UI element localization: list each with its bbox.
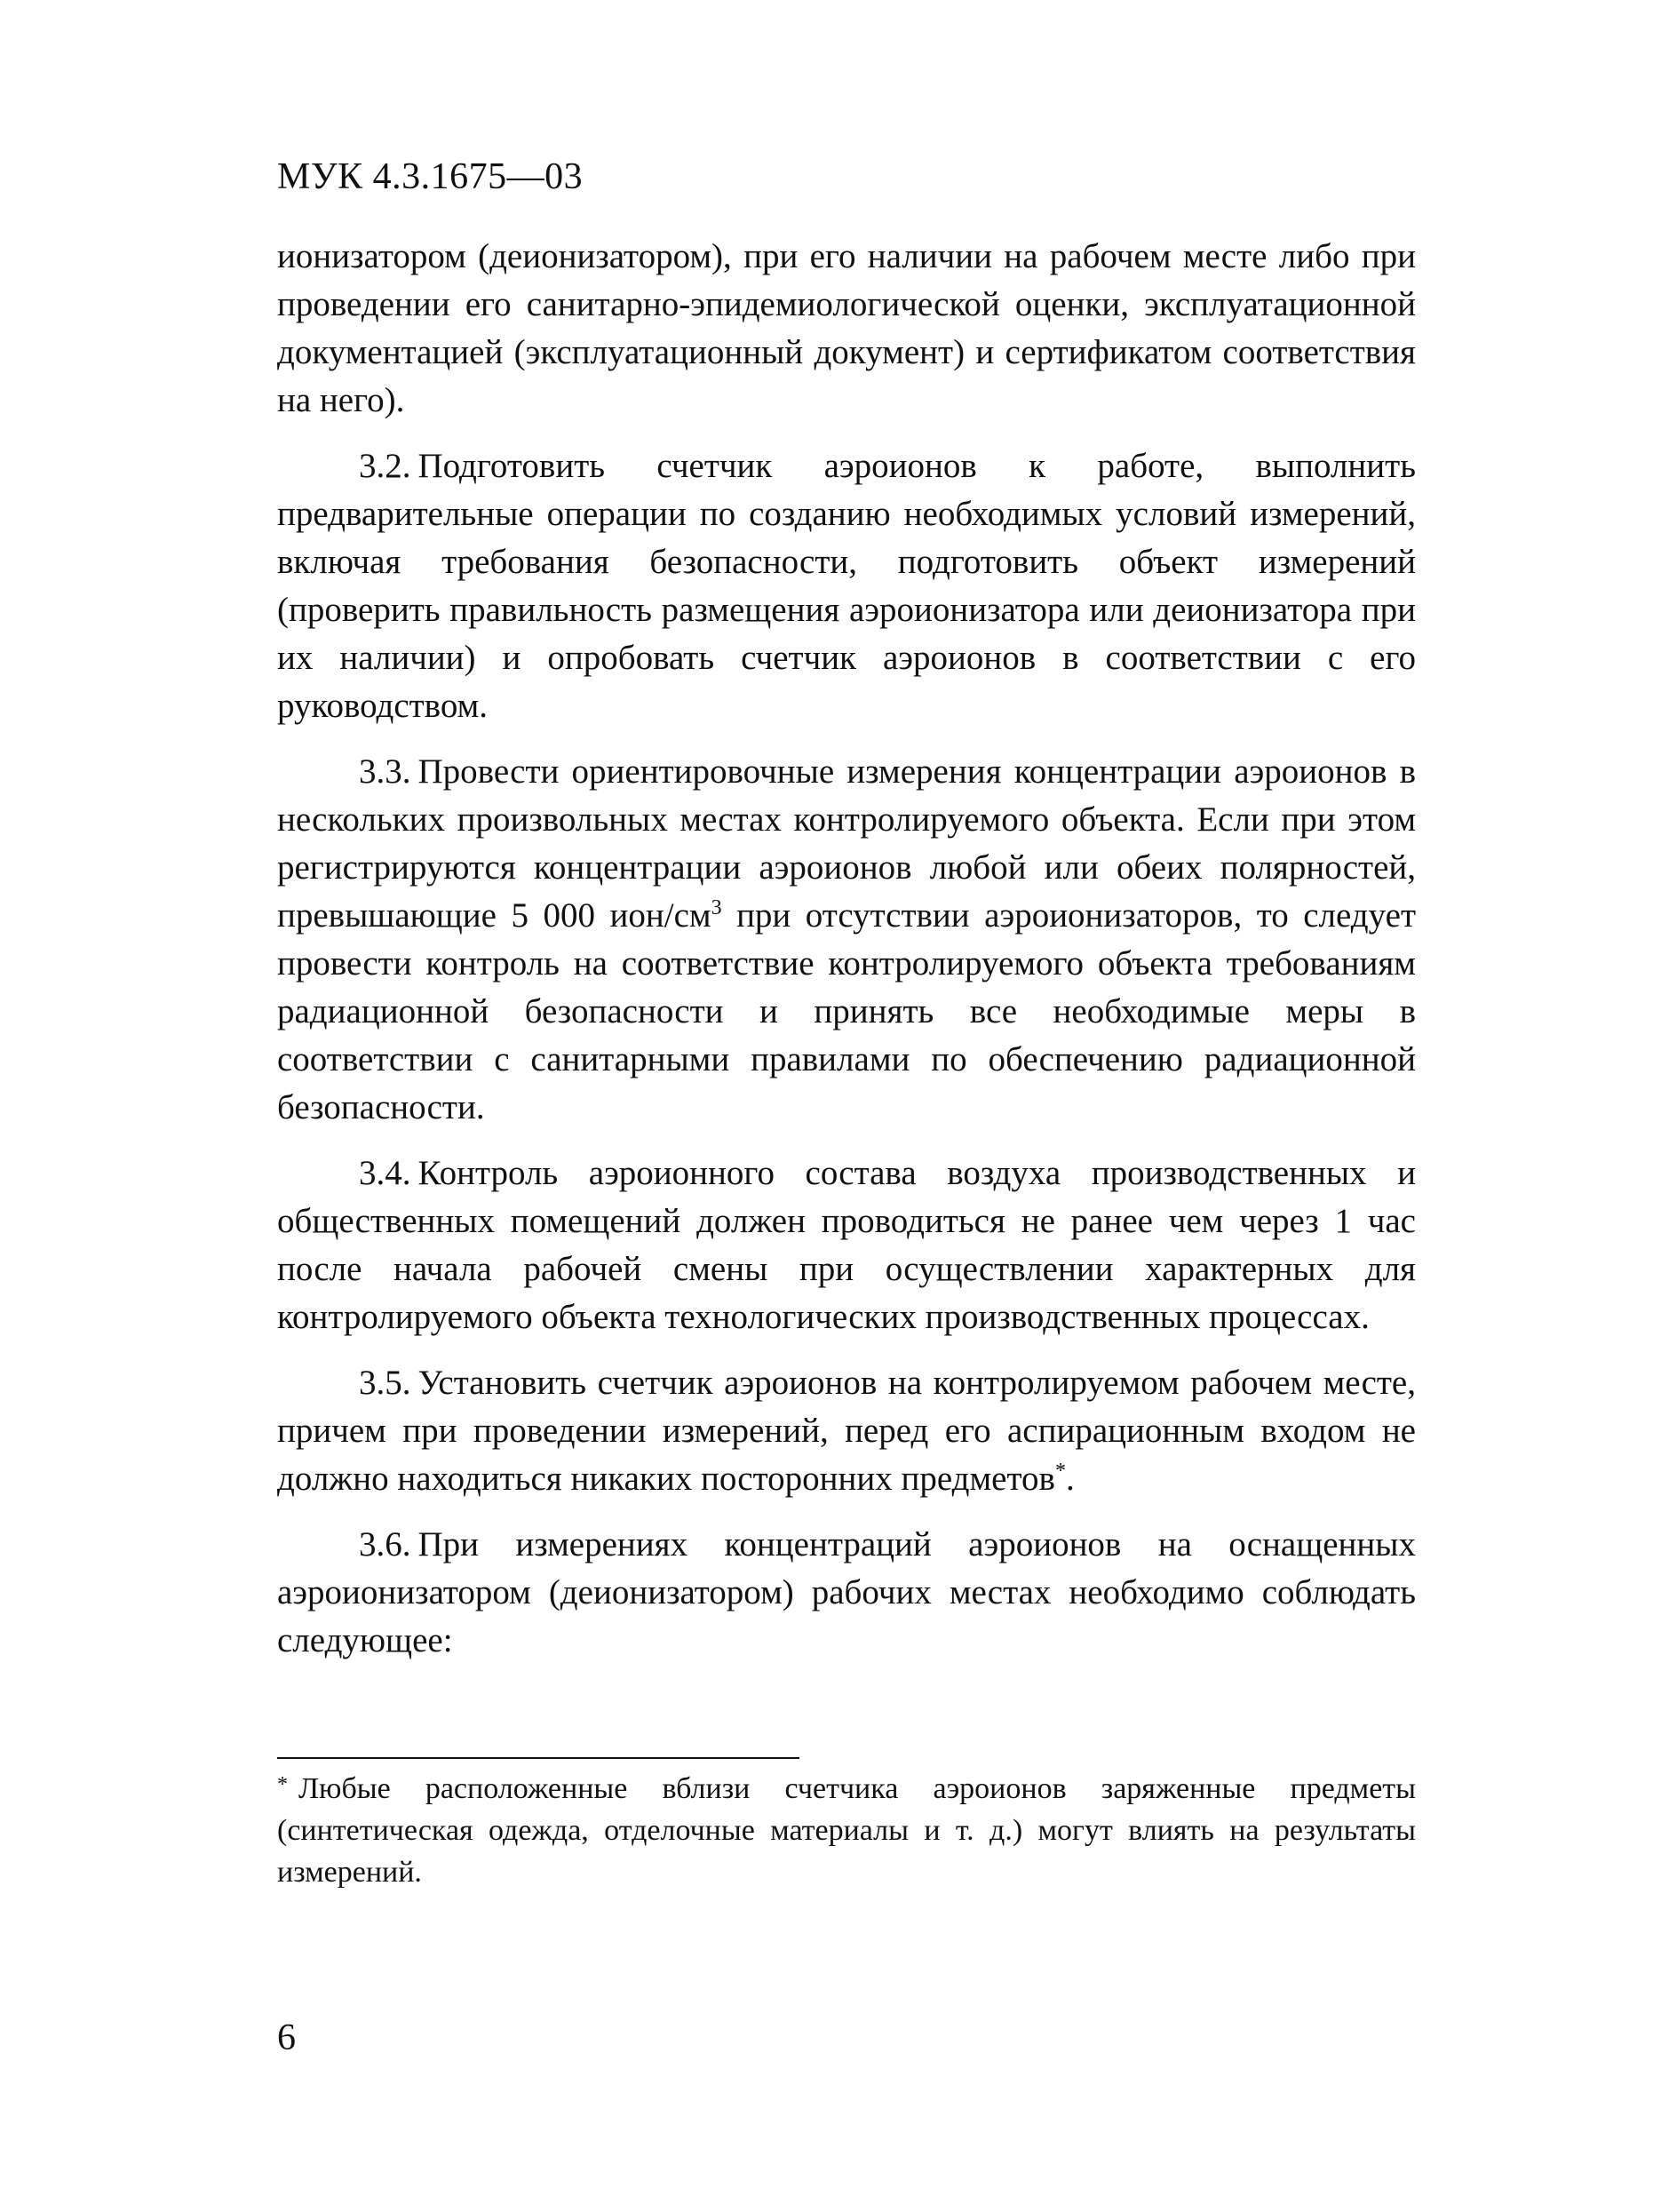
paragraph-3-5 bbox=[277, 1359, 1416, 1503]
paragraph-text: Контроль аэроионного состава воздуха производственных и общественных помещений должен проводиться не ранее чем через 1 час после начала рабочей смены при осуществлении характерных для контролируемого объекта технологических производственных процессах. bbox=[277, 1154, 1416, 1336]
paragraph-number: 3.6. bbox=[359, 1525, 411, 1564]
paragraph-text: ионизатором (деионизатором), при его наличии на рабочем месте либо при проведении его санитарно-эпидемиологической оценки, эксплуатационной документацией (эксплуатационный документ) и сертификатом соответствия на него). bbox=[277, 237, 1416, 419]
paragraph-continuation bbox=[277, 233, 1416, 425]
paragraph-text-continued: . bbox=[1065, 1460, 1075, 1498]
paragraph-3-4 bbox=[277, 1150, 1416, 1341]
paragraph-number: 3.4. bbox=[359, 1154, 411, 1192]
body-text bbox=[277, 233, 1416, 1683]
paragraph-text: Подготовить счетчик аэроионов к работе, выполнить предварительные операции по созданию необходимых условий измерений, включая требования безопасности, подготовить объект измерений (проверить правильность размещения аэроионизатора или деионизатора при их наличии) и опробовать счетчик аэроионов в соответствии с его руководством. bbox=[277, 447, 1416, 725]
paragraph-number: 3.3. bbox=[359, 752, 411, 791]
footnote-divider bbox=[277, 1757, 799, 1759]
paragraph-3-6 bbox=[277, 1521, 1416, 1665]
footnote-text: Любые расположенные вблизи счетчика аэроионов заряженные предметы (синтетическая одежда, отделочные материалы и т. д.) могут влиять на результаты измерений. bbox=[277, 1772, 1416, 1889]
paragraph-text: Провести ориентировочные измерения концентрации аэроионов в нескольких произвольных местах контролируемого объекта. Если при этом регистрируются концентрации аэроионов любой или обеих полярностей, превышающие 5 000 ион/см bbox=[277, 752, 1416, 935]
page-number: 6 bbox=[277, 2017, 296, 2058]
paragraph-3-2 bbox=[277, 442, 1416, 730]
paragraph-3-3 bbox=[277, 748, 1416, 1132]
paragraph-text: При измерениях концентраций аэроионов на оснащенных аэроионизатором (деионизатором) рабочих местах необходимо соблюдать следующее: bbox=[277, 1525, 1416, 1659]
footnote bbox=[277, 1768, 1416, 1893]
paragraph-text-continued: при отсутствии аэроионизаторов, то следует провести контроль на соответствие контролируемого объекта требованиям радиационной безопасности и принять все необходимые меры в соответствии с санитарными правилами по обеспечению радиационной безопасности. bbox=[277, 896, 1416, 1126]
paragraph-text: Установить счетчик аэроионов на контролируемом рабочем месте, причем при проведении измерений, перед его аспирационным входом не должно находиться никаких посторонних предметов bbox=[277, 1364, 1416, 1498]
paragraph-number: 3.2. bbox=[359, 447, 411, 485]
superscript-cubed: 3 bbox=[711, 896, 722, 919]
footnote-reference-mark: * bbox=[1054, 1460, 1066, 1483]
paragraph-number: 3.5. bbox=[359, 1364, 411, 1402]
footnote-marker: * bbox=[277, 1773, 288, 1796]
document-code-header: МУК 4.3.1675—03 bbox=[277, 156, 584, 197]
